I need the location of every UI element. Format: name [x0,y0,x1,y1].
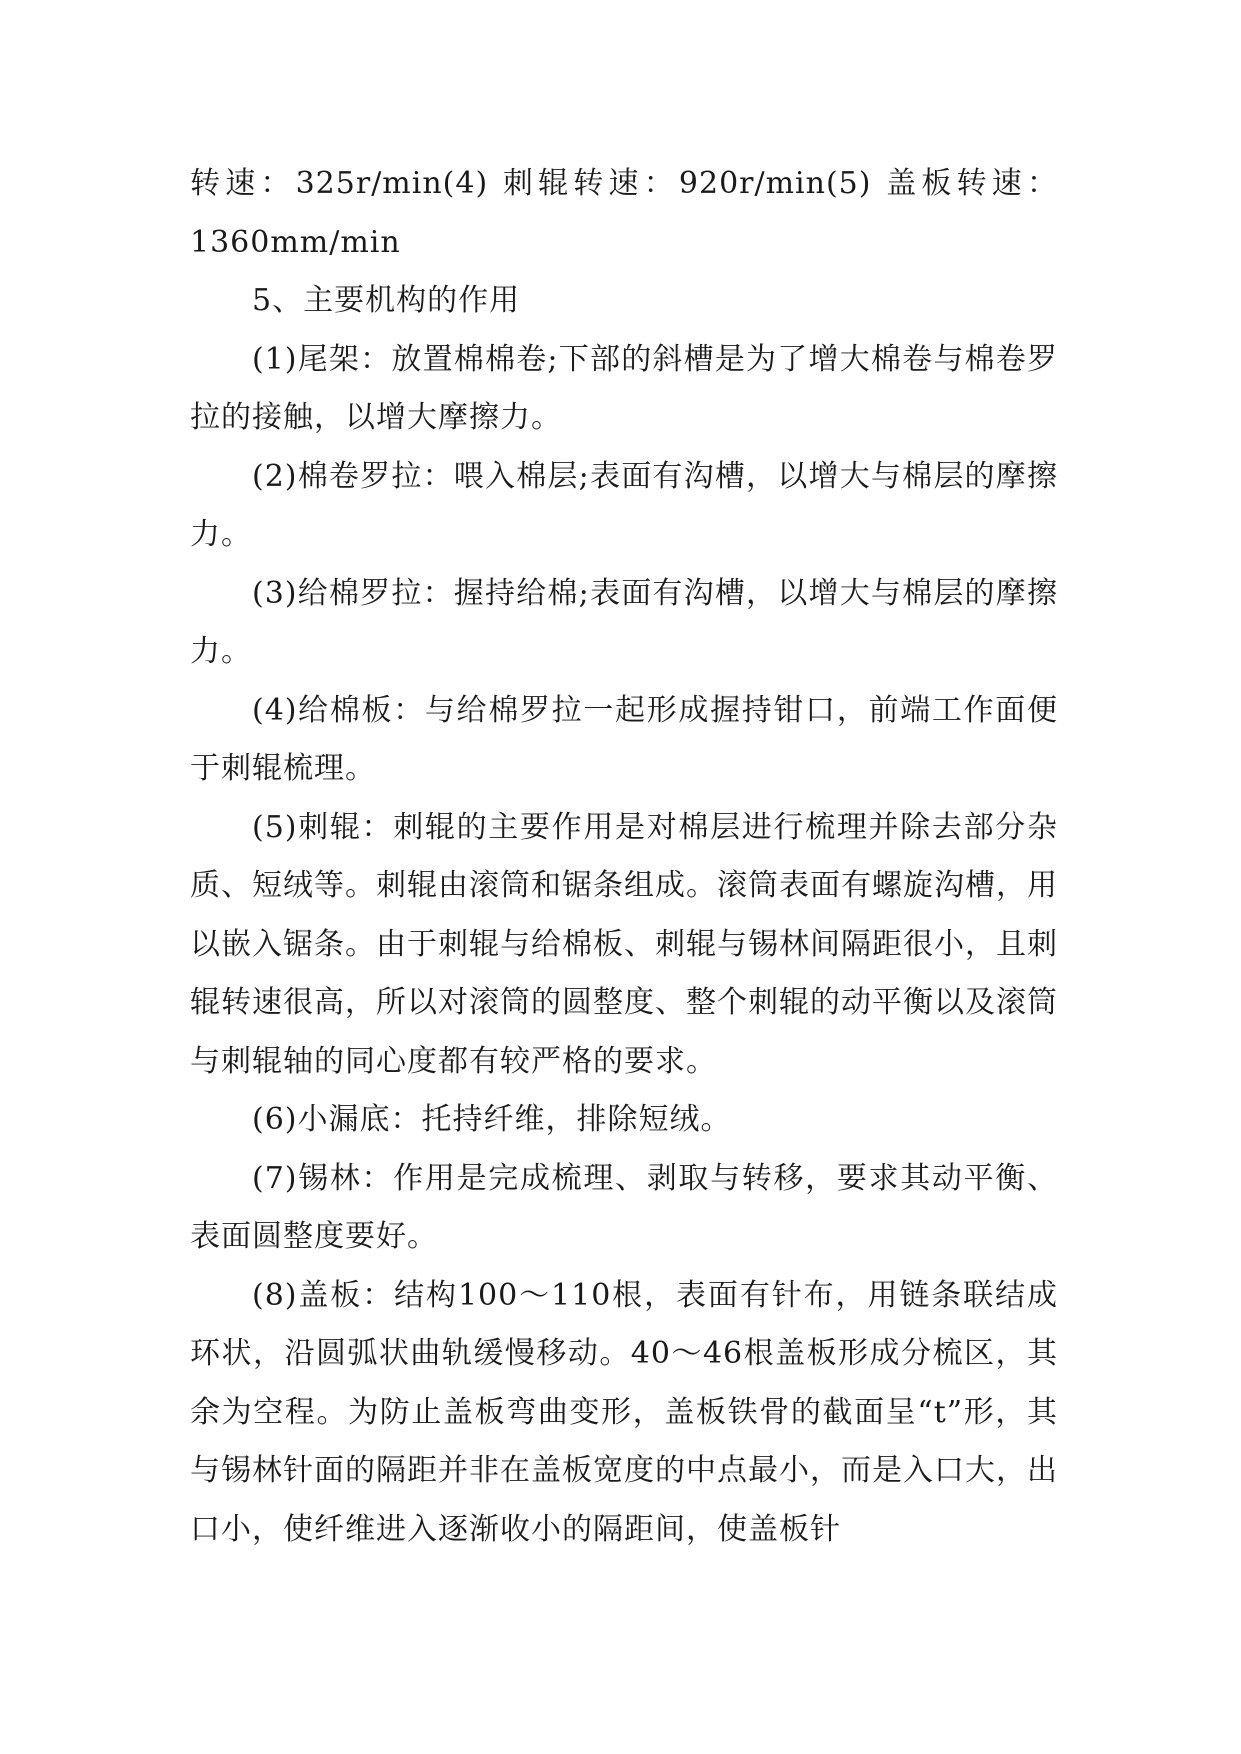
paragraph-lap-roller: (2)棉卷罗拉：喂入棉层;表面有沟槽，以增大与棉层的摩擦力。 [190,458,1058,552]
body-text [190,155,1058,1559]
section-heading-mechanisms: 5、主要机构的作用 [252,283,521,318]
paragraph-undercasing: (6)小漏底：托持纤维，排除短绒。 [252,1102,732,1137]
paragraph-speed-specs: 转速：325r/min(4) 刺辊转速：920r/min(5) 盖板转速：1360mm/min [190,166,1058,260]
paragraph-flats: (8)盖板：结构100～110根，表面有针布，用链条联结成环状，沿圆弧状曲轨缓慢移动。40～46根盖板形成分梳区，其余为空程。为防止盖板弯曲变形，盖板铁骨的截面呈“t”形，其与锡林针面的隔距并非在盖板宽度的中点最小，而是入口大，出口小，使纤维进入逐渐收小的隔距间，使盖板针 [190,1277,1058,1547]
paragraph-tail-frame: (1)尾架：放置棉棉卷;下部的斜槽是为了增大棉卷与棉卷罗拉的接触，以增大摩擦力。 [190,341,1058,435]
paragraph-feed-plate: (4)给棉板：与给棉罗拉一起形成握持钳口，前端工作面便于刺辊梳理。 [190,692,1058,786]
paragraph-licker-in: (5)刺辊：刺辊的主要作用是对棉层进行梳理并除去部分杂质、短绒等。刺辊由滚筒和锯条组成。滚筒表面有螺旋沟槽，用以嵌入锯条。由于刺辊与给棉板、刺辊与锡林间隔距很小，且刺辊转速很高，所以对滚筒的圆整度、整个刺辊的动平衡以及滚筒与刺辊轴的同心度都有较严格的要求。 [190,809,1058,1079]
paragraph-feed-roller: (3)给棉罗拉：握持给棉;表面有沟槽，以增大与棉层的摩擦力。 [190,575,1058,669]
paragraph-cylinder: (7)锡林：作用是完成梳理、剥取与转移，要求其动平衡、表面圆整度要好。 [190,1160,1058,1254]
